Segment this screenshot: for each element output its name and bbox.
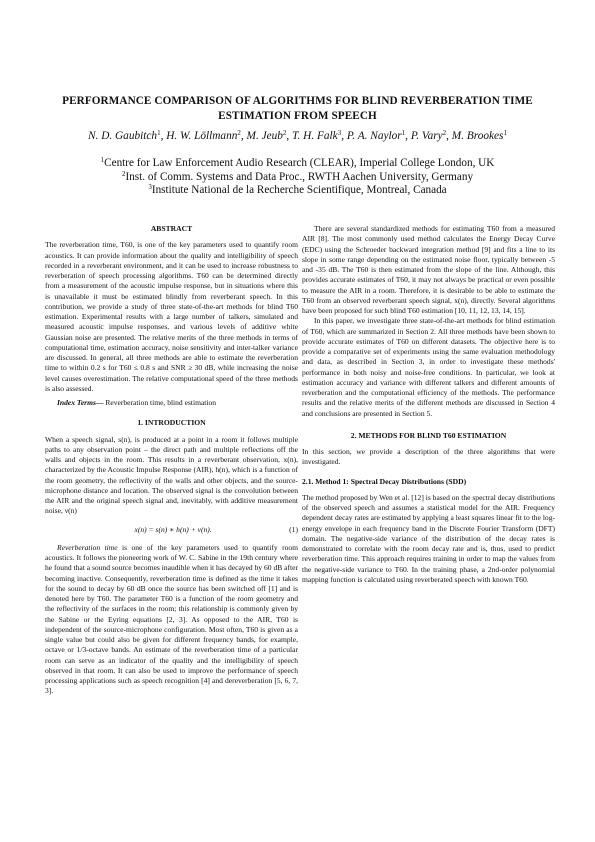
intro-paragraph-3: There are several standardized methods for estimating T60 from a measured AIR [8]. The most commonly used method calculates the Energy Decay Curve (EDC) using the Schroeder backward integration method [9] and fits a line to its slope in some range depending on the estimated noise floor, typically between -5 and -35 dB. The T60 is then estimated from the slope of the line. Although, this provides accurate estimates of T60, it may not always be practical or even possible to measure the AIR in a room. Therefore, it is desirable to be able to estimate the T60 from an observed reverberant speech signal, x(n), directly. Several algorithms have been proposed for such blind T60 estimation [10, 11, 12, 13, 14, 15]. — [302, 224, 555, 315]
affiliations — [40, 157, 555, 198]
author-list — [40, 130, 555, 143]
methods-heading: 2. METHODS FOR BLIND T60 ESTIMATION — [350, 430, 507, 440]
abstract-body: The reverberation time, T60, is one of the key parameters used to quantify room acoustics. It can provide information about the quality and intelligibility of speech recorded in a reverberant environment, and it can be used to increase robustness to reverberation of speech processing algorithms. T60 can be determined directly from a measurement of the acoustic impulse response, but in situations where this is unavailable it must be estimated blindly from reverberant speech. In this contribution, we provide a study of three state-of-the-art methods for blind T60 estimation. Experimental results with a large number of talkers, simulated and measured acoustic impulse responses, and various levels of additive white Gaussian noise are presented. The relative merits of the three methods in terms of computational time, estimation accuracy, noise sensitivity and inter-talker variance are discussed. In general, all three methods are able to estimate the reverberation time to within 0.2 s for T60 ≤ 0.8 s and SNR ≥ 30 dB, while increasing the noise level causes overestimation. The relative computational speed of the three methods is also assessed. — [45, 240, 298, 393]
index-terms-text: Reverberation time, blind estimation — [103, 398, 217, 407]
equation-body: x(n) = s(n) ∗ h(n) + ν(n). — [134, 524, 212, 534]
author: H. W. Löllmann$^2$, — [166, 129, 247, 142]
equation-1 — [45, 525, 298, 535]
abstract-heading: ABSTRACT — [150, 224, 193, 233]
intro-paragraph-2-text: is one of the key parameters used to quantify room acoustics. It follows the pioneering work of W. C. Sabine in the 19th century where he found that a sound source becomes inaudible when it has decayed by 60 dB after becoming inactive. Consequently, reverberation time is defined as the time it takes for the sound to decay by 60 dB once the source has been switched off [1] and is denoted here by T60. The parameter T60 is a function of the room geometry and the reflectivity of the surfaces in the room; this relationship is commonly given by the Sabine or the Eyring equations [2, 3]. As opposed to the AIR, T60 is independent of the source-microphone configuration. Most often, T60 is given as a single value but could also be given for different frequency bands, for example, octave or 1/3-octave bands. An estimate of the reverberation time of a particular room can serve as an indicator of the quality and the intelligibility of speech observed in that room. It can also be used to improve the performance of speech processing applications such as speech recognition [4] and dereverberation [5, 6, 7, 3]. — [45, 542, 298, 696]
paper-title — [40, 94, 555, 123]
intro-paragraph-2 — [45, 543, 298, 697]
index-terms — [45, 398, 298, 408]
index-terms-label: Index Terms— — [57, 398, 104, 407]
sdd-paragraph: The method proposed by Wen et al. [12] is based on the spectral decay distributions of the observed speech and assumes a statistical model for the AIR. Frequency dependent decay rates are estimated by applying a least squares linear fit to the log-energy envelope in each frequency band in the Discrete Fourier Transform (DFT) domain. The negative-side variance of the distribution of the decay rates is demonstrated to correlate with the room decay rate and is, thus, used to predict reverberation time. This approach requires training in order to map the values from the negative-side variance to T60. In the training phase, a 2nd-order polynomial mapping function is calculated using reverberated speech with known T60. — [302, 492, 555, 584]
subsection-heading-sdd: 2.1. Method 1: Spectral Decay Distributions (SDD) — [302, 476, 467, 486]
introduction-heading: 1. INTRODUCTION — [137, 418, 206, 428]
left-column — [45, 224, 298, 697]
affiliation: $^2$Inst. of Comm. Systems and Data Proc., RWTH Aachen University, Germany — [121, 169, 474, 183]
affiliation: $^1$Centre for Law Enforcement Audio Research (CLEAR), Imperial College London, UK — [100, 156, 495, 169]
affiliation: $^3$Institute National de la Recherche Scientifique, Montreal, Canada — [148, 183, 447, 197]
intro-paragraph-4: In this paper, we investigate three state-of-the-art methods for blind estimation of T60, which are summarized in Section 2. All three methods have been shown to provide accurate estimates of T60 on different datasets. The objective here is to provide a comparative set of experiments using the same evaluation methodology and data, as described in Section 3, in order to investigate these methods' performance in both noisy and noise-free conditions. In particular, we look at estimation accuracy and variance with different talkers and different amounts of reverberation and the computational efficiency of the methods. The performance results and the relative merits of the different methods are discussed in Section 4 and conclusions are presented in Section 5. — [302, 316, 555, 418]
intro-paragraph-1: When a speech signal, s(n), is produced at a point in a room it follows multiple paths to any observation point – the direct path and multiple reflections off the walls and objects in the room. This results in a reverberant observation, x(n), characterized by the Acoustic Impulse Response (AIR), h(n), which is a function of the room geometry, the reflectivity of the walls and other objects, and the source-microphone distance and location. The observed signal is the convolution between the AIR and the original speech signal and, inevitably, with additive measurement noise, ν(n) — [45, 434, 298, 516]
methods-intro-paragraph: In this section, we provide a description of the three algorithms that were investigated. — [302, 447, 555, 467]
equation-number: (1) — [289, 524, 298, 534]
author: M. Brookes$^1$ — [451, 129, 507, 142]
author: T. H. Falk$^3$, — [292, 129, 347, 142]
intro-paragraph-2-lead: Reverberation time — [57, 542, 118, 552]
author: N. D. Gaubitch$^1$, — [88, 129, 167, 142]
author: P. A. Naylor$^1$, — [346, 129, 411, 142]
title-line-2: ESTIMATION FROM SPEECH — [218, 109, 377, 122]
author: P. Vary$^2$, — [410, 129, 452, 142]
right-column — [302, 224, 555, 585]
title-line-1: PERFORMANCE COMPARISON OF ALGORITHMS FOR BLIND REVERBERATION TIME — [62, 95, 533, 107]
author: M. Jeub$^2$, — [246, 129, 293, 142]
